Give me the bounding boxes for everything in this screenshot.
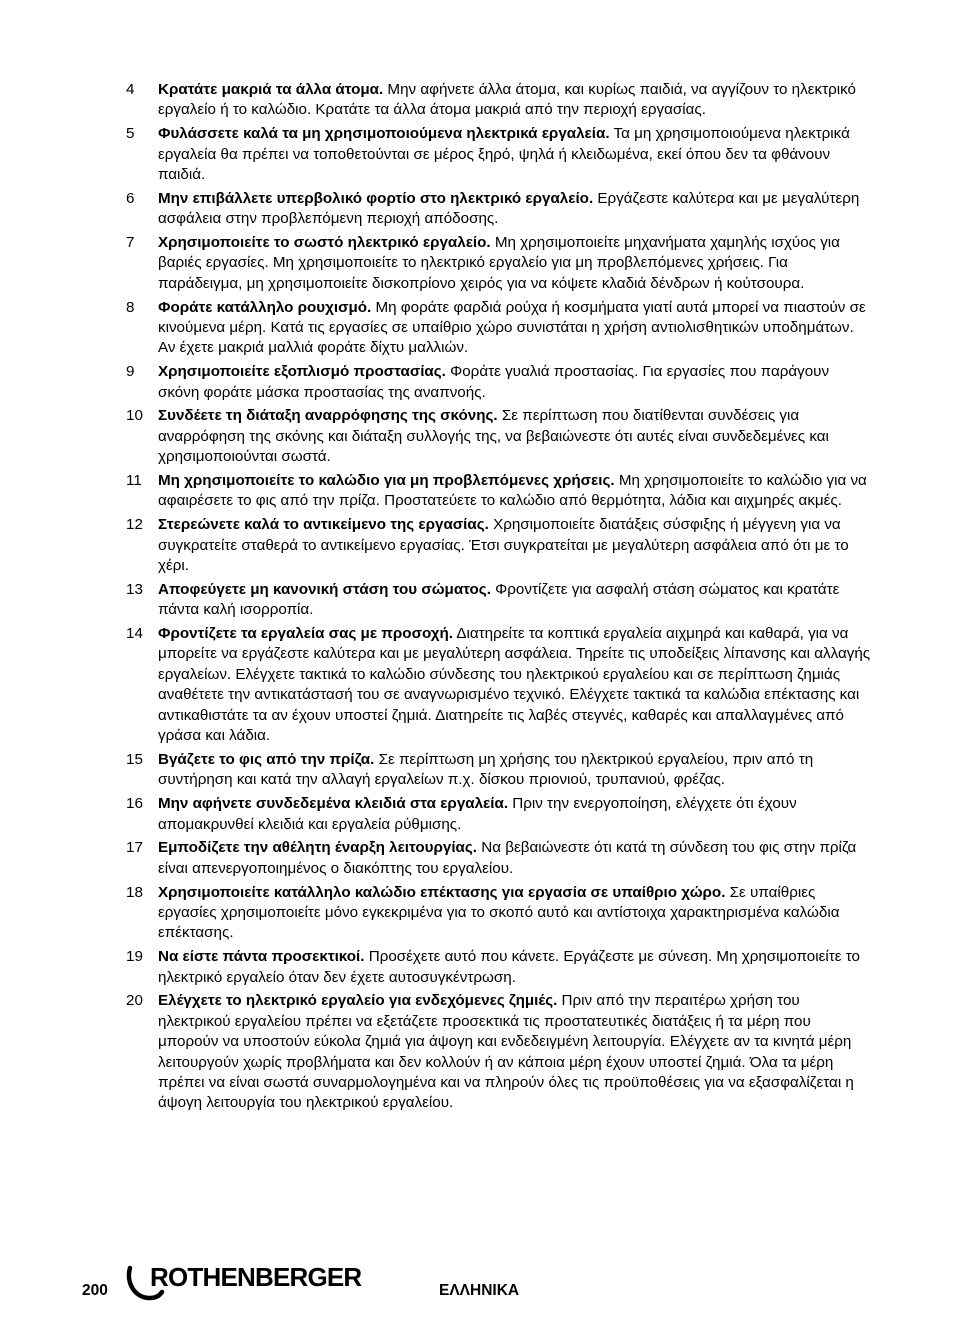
- item-number: 6: [126, 189, 135, 207]
- list-item: [126, 471, 874, 512]
- item-number: 12: [126, 516, 143, 534]
- item-text: [158, 991, 874, 1113]
- item-heading: Κρατάτε μακριά τα άλλα άτομα.: [158, 81, 384, 98]
- item-number: 17: [126, 839, 143, 857]
- item-body: Μη χρησιμοποιείτε μηχανήματα χαμηλής ισχύος για βαριές εργασίες. Μη χρησιμοποιείτε το ηλεκτρικό εργαλείο για μη προβλεπόμενες χρήσεις. Για παράδειγμα, μη χρησιμοποιείτε δισκοπρίονο χειρός για να κόψετε κλαδιά δένδρων ή κούτσουρα.: [158, 234, 840, 292]
- item-text: [158, 624, 874, 746]
- item-text: [158, 124, 874, 185]
- item-heading: Να είστε πάντα προσεκτικοί.: [158, 948, 365, 966]
- list-item: [126, 838, 874, 879]
- item-heading: Αποφεύγετε μη κανονική στάση του σώματος.: [158, 580, 491, 598]
- item-number: 15: [126, 750, 143, 768]
- item-text: [158, 794, 874, 835]
- list-item: [126, 298, 874, 359]
- item-body: Χρησιμοποιείτε διατάξεις σύσφιξης ή μέγγενη για να συγκρατείτε σταθερά το αντικείμενο εργασίας. Έτσι συγκρατείται με μεγαλύτερη ασφάλεια από ότι με το χέρι.: [158, 516, 849, 575]
- language-label: ΕΛΛΗΝΙΚΑ: [439, 1282, 520, 1299]
- rothenberger-logo: [124, 1262, 360, 1302]
- item-heading: Εμποδίζετε την αθέλητη έναρξη λειτουργίας.: [158, 839, 478, 857]
- item-text: [158, 406, 874, 467]
- item-body: Εργάζεστε καλύτερα και με μεγαλύτερη ασφάλεια στην προβλεπόμενη περιοχή απόδοσης.: [158, 189, 860, 228]
- list-item: [126, 750, 874, 791]
- logo-wordmark: ROTHENBERGER: [150, 1262, 362, 1292]
- item-number: 18: [126, 883, 143, 901]
- item-body: Φροντίζετε για ασφαλή στάση σώματος και κρατάτε πάντα καλή ισορροπία.: [158, 580, 840, 619]
- item-body: Τα μη χρησιμοποιούμενα ηλεκτρικά εργαλεία θα πρέπει να τοποθετούνται σε μέρος ξηρό, ψηλά ή κλειδωμένα, εκεί όπου δεν τα φθάνουν παιδιά.: [158, 125, 850, 184]
- item-text: [158, 80, 874, 121]
- item-heading: Συνδέετε τη διάταξη αναρρόφησης της σκόνης.: [158, 407, 498, 425]
- item-body: Μη χρησιμοποιείτε το καλώδιο για να αφαιρέσετε το φις από την πρίζα. Προστατεύετε το καλώδιο από θερμότητα, λάδια και αιχμηρές ακμές.: [158, 472, 867, 510]
- item-body: Μη φοράτε φαρδιά ρούχα ή κοσμήματα γιατί αυτά μπορεί να πιαστούν σε κινούμενα μέρη. Κατά τις εργασίες σε υπαίθριο χώρο συνιστάται η χρήση αντιολισθητικών υποδημάτων. Αν έχετε μακριά μαλλιά φοράτε δίχτυ μαλλιών.: [158, 298, 866, 357]
- list-item: [126, 80, 874, 121]
- item-heading: Χρησιμοποιείτε κατάλληλο καλώδιο επέκτασης για εργασία σε υπαίθριο χώρο.: [158, 883, 726, 901]
- list-item: [126, 794, 874, 835]
- item-body: Σε περίπτωση που διατίθενται συνδέσεις για αναρρόφηση της σκόνης και διάταξη συλλογής της, να βεβαιώνεστε ότι αυτές είναι συνδεδεμένες και χρησιμοποιούνται σωστά.: [158, 407, 829, 466]
- item-body: Σε υπαίθριες εργασίες χρησιμοποιείτε μόνο εγκεκριμένα για το σκοπό αυτό και αντίστοιχα χαρακτηρισμένα καλώδια επέκτασης.: [158, 883, 840, 942]
- item-heading: Φοράτε κατάλληλο ρουχισμό.: [158, 298, 372, 316]
- item-text: [158, 883, 874, 944]
- list-item: [126, 406, 874, 467]
- item-body: Πριν από την περαιτέρω χρήση του ηλεκτρικού εργαλείου πρέπει να εξετάζετε προσεκτικά τις προστατευτικές διατάξεις ή τα μέρη που μπορούν να υποστούν εύκολα ζημιά για άψογη και ενδεδειγμένη λειτουργία. Ελέγχετε αν τα κινητά μέρη λειτουργούν χωρίς προβλήματα και δεν κολλούν ή αν κάποια μέρη έχουν υποστεί ζημιά. Όλα τα μέρη πρέπει να είναι σωστά συναρμολογημένα και να πληρούν όλες τις προϋποθέσεις για να εξασφαλίζεται η άψογη λειτουργία του ηλεκτρικού εργαλείου.: [158, 992, 854, 1112]
- item-heading: Μην επιβάλλετε υπερβολικό φορτίο στο ηλεκτρικό εργαλείο.: [158, 189, 594, 207]
- item-heading: Φυλάσσετε καλά τα μη χρησιμοποιούμενα ηλεκτρικά εργαλεία.: [158, 125, 610, 143]
- list-item: [126, 580, 874, 621]
- item-body: Προσέχετε αυτό που κάνετε. Εργάζεστε με σύνεση. Μη χρησιμοποιείτε το ηλεκτρικό εργαλείο όταν δεν έχετε αυτοσυγκέντρωση.: [158, 948, 860, 986]
- item-body: Να βεβαιώνεστε ότι κατά τη σύνδεση του φις στην πρίζα είναι απενεργοποιημένος ο διακόπτης του εργαλείου.: [158, 839, 857, 877]
- item-text: [158, 947, 874, 988]
- item-text: [158, 471, 874, 512]
- item-text: [158, 189, 874, 230]
- item-heading: Στερεώνετε καλά το αντικείμενο της εργασίας.: [158, 516, 489, 534]
- list-item: [126, 883, 874, 944]
- item-number: 9: [126, 363, 135, 381]
- item-text: [158, 362, 874, 403]
- item-body: Πριν την ενεργοποίηση, ελέγχετε ότι έχουν απομακρυνθεί κλειδιά και εργαλεία ρύθμισης.: [158, 795, 797, 833]
- item-body: Φοράτε γυαλιά προστασίας. Για εργασίες που παράγουν σκόνη φοράτε μάσκα προστασίας της αναπνοής.: [158, 363, 830, 401]
- list-item: [126, 233, 874, 294]
- item-text: [158, 580, 874, 621]
- list-item: [126, 947, 874, 988]
- list-item: [126, 624, 874, 746]
- list-item: [126, 362, 874, 403]
- list-item: [126, 991, 874, 1113]
- item-heading: Χρησιμοποιείτε το σωστό ηλεκτρικό εργαλείο.: [158, 234, 491, 252]
- item-body: Σε περίπτωση μη χρήσης του ηλεκτρικού εργαλείου, πριν από τη συντήρηση και κατά την αλλαγή εργαλείων π.χ. δίσκου πριονιού, τρυπανιού, φρέζας.: [158, 750, 814, 789]
- item-number: 10: [126, 407, 143, 425]
- item-number: 16: [126, 795, 143, 813]
- item-heading: Μην αφήνετε συνδεδεμένα κλειδιά στα εργαλεία.: [158, 795, 509, 813]
- item-body: Μην αφήνετε άλλα άτομα, και κυρίως παιδιά, να αγγίζουν το ηλεκτρικό εργαλείο ή το καλώδιο. Κρατάτε τα άλλα άτομα μακριά από την περιοχή εργασίας.: [158, 81, 856, 119]
- item-number: 5: [126, 125, 135, 143]
- item-heading: Φροντίζετε τα εργαλεία σας με προσοχή.: [158, 625, 453, 643]
- page-number: 200: [82, 1282, 108, 1299]
- list-item: [126, 124, 874, 185]
- item-number: 20: [126, 992, 143, 1010]
- safety-instructions-list: [126, 80, 874, 1117]
- item-heading: Βγάζετε το φις από την πρίζα.: [158, 750, 375, 768]
- item-number: 8: [126, 298, 135, 316]
- item-number: 13: [126, 580, 143, 598]
- list-item: [126, 189, 874, 230]
- item-text: [158, 298, 874, 359]
- item-number: 14: [126, 625, 143, 643]
- item-text: [158, 750, 874, 791]
- item-number: 7: [126, 234, 135, 252]
- item-text: [158, 233, 874, 294]
- item-heading: Ελέγχετε το ηλεκτρικό εργαλείο για ενδεχόμενες ζημιές.: [158, 992, 558, 1010]
- item-text: [158, 838, 874, 879]
- item-heading: Χρησιμοποιείτε εξοπλισμό προστασίας.: [158, 363, 446, 381]
- item-number: 11: [126, 472, 142, 490]
- item-text: [158, 515, 874, 576]
- item-heading: Μη χρησιμοποιείτε το καλώδιο για μη προβλεπόμενες χρήσεις.: [158, 472, 615, 490]
- item-body: Διατηρείτε τα κοπτικά εργαλεία αιχμηρά και καθαρά, για να μπορείτε να εργάζεστε καλύτερα και με μεγαλύτερη ασφάλεια. Τηρείτε τις υποδείξεις λίπανσης και αλλαγής εργαλείων. Ελέγχετε τακτικά το καλώδιο σύνδεσης του ηλεκτρικού εργαλείου και σε περίπτωση ζημιάς αναθέτετε την αντικατάστασή του σε αναγνωρισμένο τεχνικό. Ελέγχετε τακτικά τα καλώδια επέκτασης και αντικαθιστάτε τα αν έχουν υποστεί ζημιά. Διατηρείτε τις λαβές στεγνές, καθαρές και απαλλαγμένες από γράσα και λάδια.: [158, 625, 871, 745]
- item-number: 4: [126, 81, 135, 98]
- item-number: 19: [126, 948, 143, 966]
- list-item: [126, 515, 874, 576]
